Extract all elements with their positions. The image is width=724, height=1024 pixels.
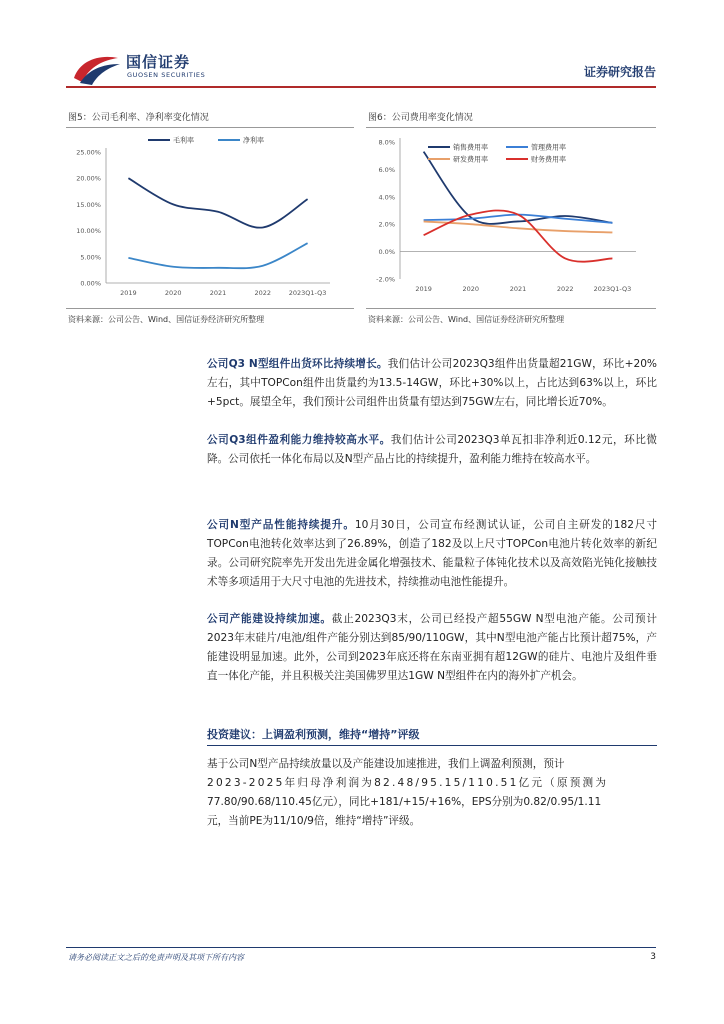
paragraph-shipments-text: 我们估计公司2023Q3组件出货量超21GW，环比+20%左右，其中TOPCon组件出货量约为13.5-14GW，环比+30%以上，占比达到63%以上，环比+5pct。展望全年，我们预计公司组件出货量有望达到75GW左右，同比增长近70%。	[207, 358, 657, 408]
legend-label-0: 销售费用率	[453, 143, 488, 152]
x-tick-label: 2019	[415, 285, 432, 293]
footer-disclaimer: 请务必阅读正文之后的免责声明及其项下所有内容	[68, 953, 244, 962]
figure6-top-rule	[366, 127, 656, 128]
y-tick-label: 15.00%	[76, 200, 101, 209]
x-tick-label: 2021	[509, 285, 527, 293]
chart6-series-0-line	[424, 152, 613, 224]
paragraph-capacity-text: 截止2023Q3末，公司已经投产超55GW N型电池产能。公司预计2023年末硅片/电池/组件产能分别达到85/90/110GW，其中N型电池产能占比预计超75%，产能建设明显加速。此外，公司到2023年底还将在东南亚拥有超12GW的硅片、电池片及组件垂直一体化产能，并且积极关注美国佛罗里达1GW N型组件在内的海外扩产机会。	[207, 613, 657, 682]
y-tick-label: 0.0%	[378, 248, 395, 257]
figure6-title: 图6：公司费用率变化情况	[368, 113, 473, 123]
y-tick-label: 4.0%	[378, 193, 395, 202]
company-name-en: GUOSEN SECURITIES	[127, 71, 206, 79]
x-tick-label: 2022	[254, 289, 272, 297]
figure6-bottom-rule	[366, 308, 656, 309]
legend-label-2: 研发费用率	[453, 155, 488, 164]
figure5-chart	[66, 130, 356, 302]
paragraph-shipments-heading: 公司Q3 N型组件出货环比持续增长。	[207, 358, 388, 370]
company-name-cn: 国信证券	[126, 53, 191, 71]
recommendation-line-4: 元，当前PE为11/10/9倍，维持“增持”评级。	[207, 815, 421, 827]
legend-label-1: 净利率	[243, 136, 264, 145]
report-type: 证券研究报告	[583, 65, 656, 79]
x-tick-label: 2021	[209, 289, 227, 297]
recommendation-line-3: 77.80/90.68/110.45亿元），同比+181/+15/+16%，EPS分别为0.82/0.95/1.11	[207, 796, 602, 808]
paragraph-shipments	[207, 355, 657, 412]
figure6-source: 资料来源：公司公告、Wind、国信证券经济研究所整理	[368, 315, 565, 324]
paragraph-performance-text: 10月30日，公司宣布经测试认证，公司自主研发的182尺寸TOPCon电池转化效率达到了26.89%，创造了182及以上尺寸TOPCon电池片转化效率的新纪录。公司研究院率先开发出先进金属化增强技术、能量粒子体钝化技术以及高效陷光钝化接触技术等多项适用于大尺寸电池的先进技术，持续推动电池性能提升。	[207, 519, 657, 588]
paragraph-profitability	[207, 431, 657, 469]
x-tick-label: 2022	[556, 285, 574, 293]
figure5-source: 资料来源：公司公告、Wind、国信证券经济研究所整理	[68, 315, 265, 324]
y-tick-label: 6.0%	[378, 165, 395, 174]
chart6-series-2-line	[424, 221, 613, 232]
page-number: 3	[650, 952, 656, 962]
y-tick-label: 20.00%	[76, 174, 101, 183]
paragraph-profitability-text: 我们估计公司2023Q3单瓦扣非净利近0.12元，环比微降。公司依托一体化布局以及N型产品占比的持续提升，盈利能力维持在较高水平。	[207, 434, 657, 465]
recommendation-line-2: 2023-2025年归母净利润为82.48/95.15/110.51亿元（原预测为	[207, 777, 609, 789]
x-tick-label: 2020	[164, 289, 182, 297]
x-tick-label: 2023Q1-Q3	[593, 285, 632, 293]
x-tick-label: 2020	[462, 285, 480, 293]
recommendation-body	[207, 755, 657, 831]
footer-divider	[66, 947, 656, 948]
paragraph-performance-heading: 公司N型产品性能持续提升。	[207, 519, 355, 531]
paragraph-profitability-heading: 公司Q3组件盈利能力维持较高水平。	[207, 434, 391, 446]
legend-label-1: 管理费用率	[531, 143, 566, 152]
legend-label-0: 毛利率	[173, 136, 194, 145]
figure5-title: 图5：公司毛利率、净利率变化情况	[68, 113, 209, 123]
x-tick-label: 2023Q1-Q3	[288, 289, 327, 297]
y-tick-label: 2.0%	[378, 220, 395, 229]
paragraph-capacity-heading: 公司产能建设持续加速。	[207, 613, 332, 625]
y-tick-label: 25.00%	[76, 148, 101, 157]
y-tick-label: 0.00%	[80, 279, 101, 288]
paragraph-capacity	[207, 610, 657, 686]
recommendation-divider	[207, 745, 657, 746]
header-divider	[66, 86, 656, 88]
figure6-chart	[366, 130, 656, 302]
chart5-series-1-line	[128, 243, 307, 268]
figure5-bottom-rule	[66, 308, 354, 309]
y-tick-label: -2.0%	[376, 275, 395, 284]
y-tick-label: 10.00%	[76, 227, 101, 236]
y-tick-label: 5.00%	[80, 253, 101, 262]
x-tick-label: 2019	[120, 289, 137, 297]
y-tick-label: 8.0%	[378, 138, 395, 147]
paragraph-performance	[207, 516, 657, 592]
recommendation-title: 投资建议：上调盈利预测，维持“增持”评级	[207, 728, 420, 741]
recommendation-line-1: 基于公司N型产品持续放量以及产能建设加速推进，我们上调盈利预测，预计	[207, 758, 565, 770]
legend-label-3: 财务费用率	[531, 155, 566, 164]
guosen-logo-icon	[70, 52, 122, 86]
figure5-top-rule	[66, 127, 354, 128]
chart5-series-0-line	[128, 178, 307, 227]
